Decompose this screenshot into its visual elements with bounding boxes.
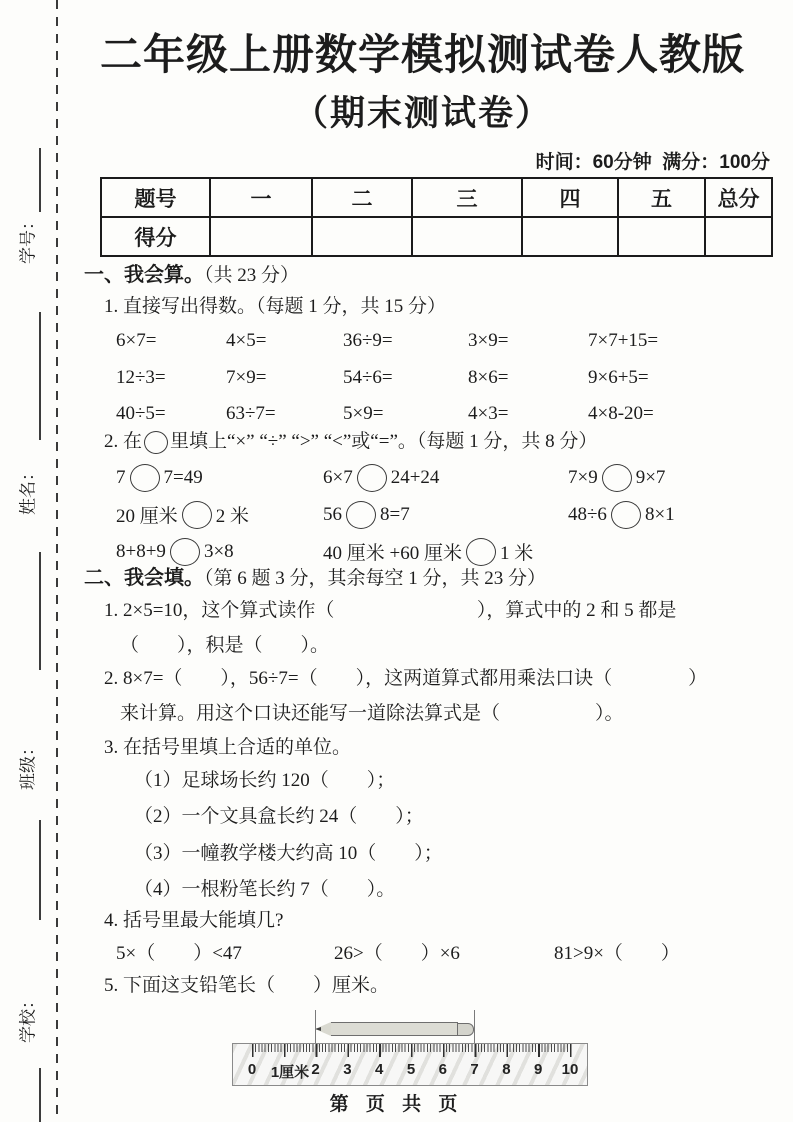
sidebar-blank-line [39, 312, 41, 440]
max-fill-item: 5×（ ）<47 [116, 943, 242, 964]
fill-q5-label: 5. 下面这支铅笔长（ ）厘米。 [104, 975, 390, 996]
score-row-label: 得分 [101, 217, 210, 256]
ruler-number: 10 [561, 1061, 579, 1078]
pencil-ruler-figure [232, 1010, 590, 1088]
q2-label-pre: 2. 在 [104, 431, 143, 452]
arith-expression: 40÷5= [116, 403, 166, 425]
q4-max-fill-grid [116, 938, 680, 972]
section-two-note: （第 6 题 3 分，其余每空 1 分，共 23 分） [204, 568, 547, 589]
score-cell [522, 217, 618, 256]
score-table [100, 177, 773, 257]
sidebar-blank-line [39, 552, 41, 670]
compare-item: 20 厘米 2 米 [116, 496, 323, 533]
fold-dashed-line [56, 0, 58, 1122]
ruler-number: 5 [406, 1061, 416, 1078]
arith-expression: 12÷3= [116, 366, 166, 388]
score-col-header: 一 [210, 178, 312, 217]
answer-circle [346, 501, 376, 529]
q1-arithmetic-grid [116, 323, 658, 433]
arith-expression: 36÷9= [343, 330, 393, 352]
sidebar-field-student-name: 姓名： [18, 464, 38, 515]
arith-expression: 4×5= [226, 330, 267, 352]
score-cell [210, 217, 312, 256]
unit-item: （2）一个文具盒长约 24（ ）； [134, 806, 424, 827]
ruler-cm-ticks [252, 1044, 573, 1057]
compare-item: 48÷6 8×1 [568, 496, 675, 533]
sidebar-field-student-number: 学号： [18, 213, 38, 264]
compare-item: 56 8=7 [323, 496, 568, 533]
score-col-header: 二 [312, 178, 412, 217]
section-one-title: 一、我会算。 [84, 264, 204, 286]
ruler-number: 0 [247, 1061, 257, 1078]
pencil-eraser [457, 1023, 474, 1036]
arith-expression: 7×7+15= [588, 330, 659, 352]
arith-expression: 4×8-20= [588, 403, 654, 425]
compare-item: 7×9 9×7 [568, 459, 675, 496]
ruler-number: 8 [502, 1061, 511, 1078]
fill-q1-line1: 1. 2×5=10，这个算式读作（ ），算式中的 2 和 5 都是 [104, 600, 677, 621]
compare-item: 7 7=49 [116, 459, 323, 496]
fill-q1-line2: （ ），积是（ ）。 [120, 635, 330, 656]
max-fill-item: 81>9×（ ） [554, 943, 680, 964]
fill-q2-line2: 来计算。用这个口诀还能写一道除法算式是（ ）。 [120, 703, 624, 724]
score-col-header: 五 [618, 178, 705, 217]
fill-q3-label: 3. 在括号里填上合适的单位。 [104, 737, 352, 758]
score-cell [618, 217, 705, 256]
ruler-number: 2 [311, 1061, 320, 1078]
answer-circle [144, 431, 168, 454]
page-footer: 第 页 共 页 [329, 1094, 464, 1115]
score-col-header: 三 [412, 178, 522, 217]
score-cell [412, 217, 522, 256]
sidebar-blank-line [39, 820, 41, 920]
fill-q4-label: 4. 括号里最大能填几? [104, 910, 284, 931]
ruler-number: 6 [438, 1061, 447, 1078]
section-two-heading [84, 565, 546, 592]
q2-comparison-grid [116, 459, 675, 570]
score-table-corner: 题号 [101, 178, 210, 217]
exam-subtitle: （期末测试卷） [292, 94, 552, 133]
arith-expression: 7×9= [226, 366, 267, 388]
sidebar-field-school: 学校： [18, 992, 38, 1043]
compare-item: 8+8+9 3×8 [116, 533, 323, 570]
ruler-number: 4 [375, 1061, 384, 1078]
unit-item: （3）一幢教学楼大约高 10（ ）； [134, 843, 443, 864]
q1-label: 1. 直接写出得数。（每题 1 分，共 15 分） [104, 296, 447, 317]
arith-expression: 5×9= [343, 403, 384, 425]
answer-circle [611, 501, 641, 529]
arith-expression: 54÷6= [343, 366, 393, 388]
compare-item: 6×7 24+24 [323, 459, 568, 496]
exam-title: 二年级上册数学模拟测试卷人教版 [99, 31, 745, 78]
answer-circle [182, 501, 212, 529]
section-two-title: 二、我会填。 [84, 567, 204, 589]
arith-expression: 6×7= [116, 330, 157, 352]
arith-expression: 63÷7= [226, 403, 276, 425]
ruler-number: 1厘米 [270, 1064, 310, 1081]
section-one-note: （共 23 分） [204, 265, 300, 286]
pencil-lead [315, 1027, 321, 1031]
measure-guide-line [474, 1010, 475, 1043]
section-one-heading [84, 262, 299, 289]
exam-meta: 时间：60分钟 满分：100分 [535, 152, 770, 173]
q2-label [104, 429, 597, 455]
sidebar-blank-line [39, 148, 41, 212]
unit-item: （1）足球场长约 120（ ）； [134, 770, 396, 791]
score-cell [312, 217, 412, 256]
answer-circle [170, 538, 200, 566]
answer-circle [602, 464, 632, 492]
score-cell [705, 217, 772, 256]
unit-item: （4）一根粉笔长约 7（ ）。 [134, 879, 396, 900]
sidebar-field-class: 班级： [18, 739, 38, 790]
score-col-header: 四 [522, 178, 618, 217]
max-fill-item: 26>（ ）×6 [334, 943, 460, 964]
q2-label-post: 里填上“×” “÷” “>” “<”或“=”。（每题 1 分，共 8 分） [170, 431, 598, 452]
arith-expression: 9×6+5= [588, 366, 649, 388]
score-col-header: 总分 [705, 178, 772, 217]
ruler-number: 7 [470, 1061, 479, 1078]
arith-expression: 4×3= [468, 403, 509, 425]
answer-circle [466, 538, 496, 566]
answer-circle [357, 464, 387, 492]
arith-expression: 3×9= [468, 330, 509, 352]
ruler [232, 1043, 588, 1086]
ruler-number: 9 [534, 1061, 543, 1078]
answer-circle [130, 464, 160, 492]
pencil-shaft [331, 1022, 458, 1036]
compare-item: 40 厘米 +60 厘米 1 米 [323, 533, 675, 570]
arith-expression: 8×6= [468, 366, 509, 388]
pencil [315, 1022, 474, 1036]
fill-q2-line1: 2. 8×7=（ ），56÷7=（ ），这两道算式都用乘法口诀（ ） [104, 668, 708, 689]
ruler-number: 3 [343, 1061, 352, 1078]
